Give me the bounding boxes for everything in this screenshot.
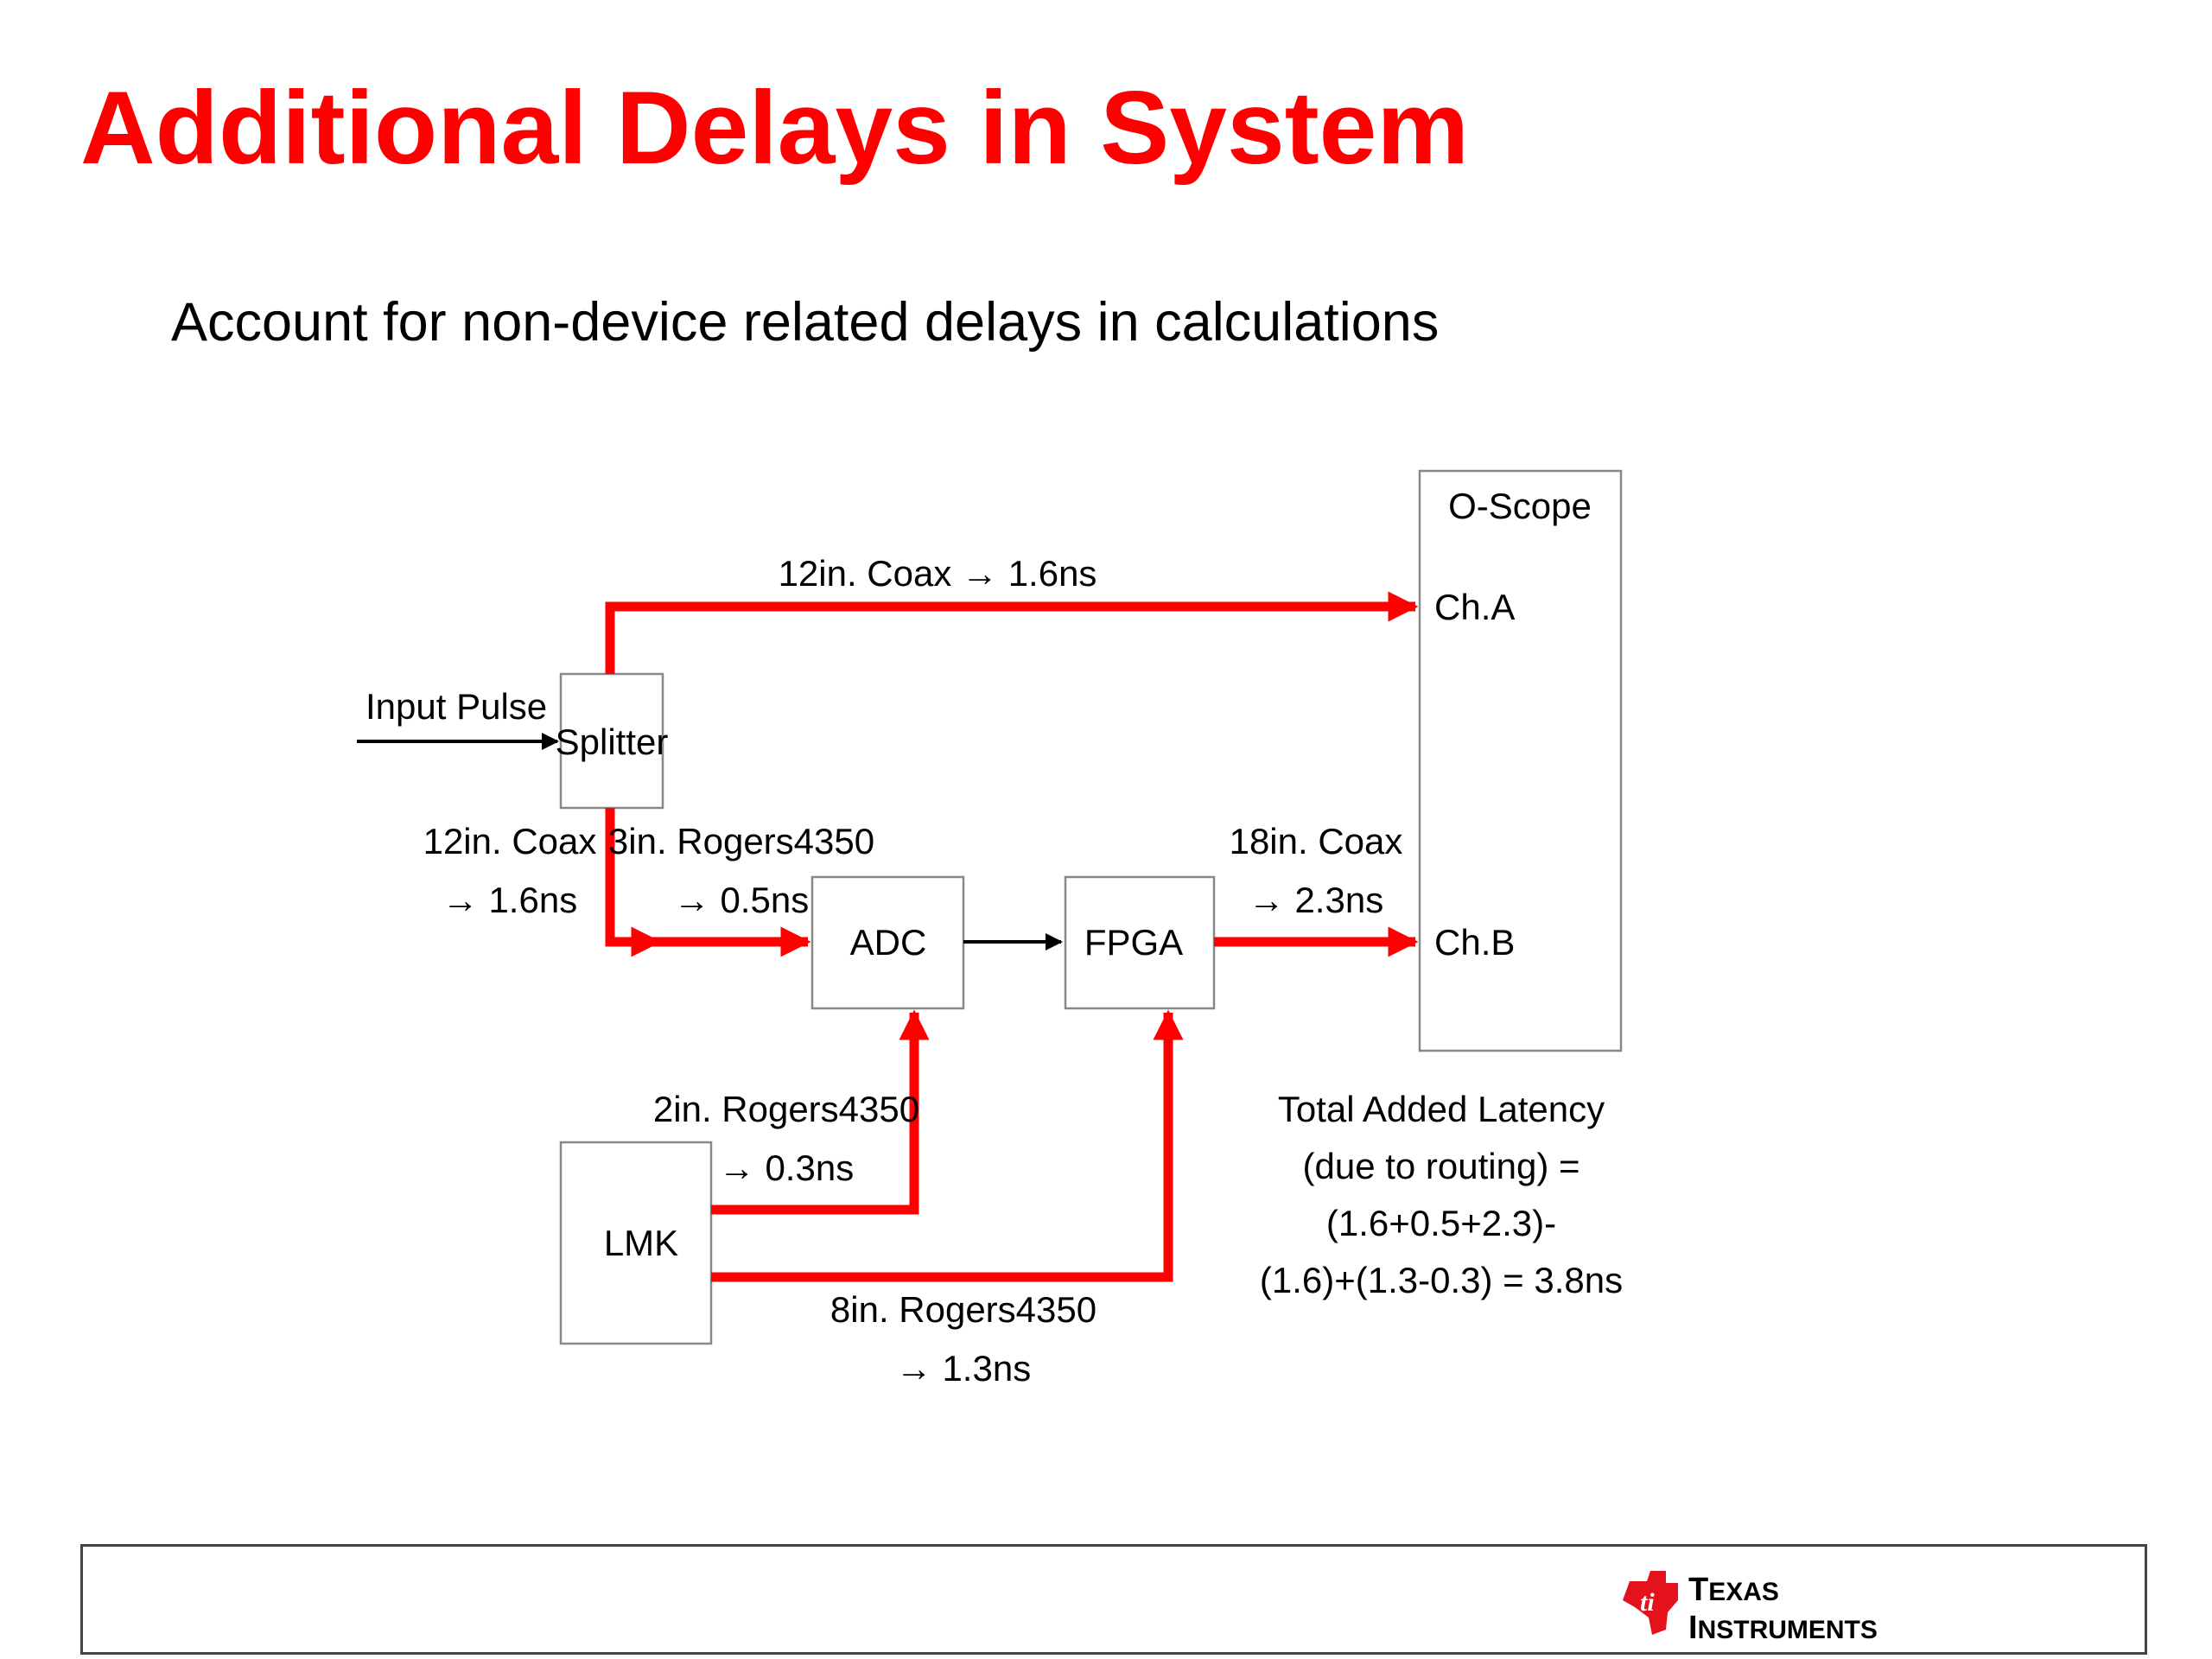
wire-lmk-to-fpga [711, 1013, 1168, 1277]
path-lmk-fpga-line1: 8in. Rogers4350 [830, 1289, 1097, 1330]
fpga-label: FPGA [1084, 922, 1184, 963]
latency-line4: (1.6)+(1.3-0.3) = 3.8ns [1259, 1260, 1624, 1300]
slide-subtitle: Account for non-device related delays in calculations [171, 292, 1440, 353]
cha-label: Ch.A [1434, 587, 1516, 627]
path-fpga-line2: → 2.3ns [1248, 880, 1384, 920]
oscope-label: O-Scope [1448, 486, 1592, 526]
wire-splitter-to-cha [610, 607, 1415, 674]
path-split-line2: → 1.6ns [442, 880, 578, 920]
input-pulse-label: Input Pulse [365, 686, 548, 727]
lmk-label: LMK [603, 1223, 679, 1263]
svg-text:ti: ti [1640, 1588, 1655, 1617]
latency-line2: (due to routing) = [1302, 1146, 1580, 1186]
path-top-label: 12in. Coax → 1.6ns [778, 553, 1097, 594]
latency-line1: Total Added Latency [1277, 1089, 1605, 1129]
adc-label: ADC [849, 922, 927, 963]
path-adc-line1: 3in. Rogers4350 [607, 821, 875, 861]
path-lmk-adc-line2: → 0.3ns [718, 1147, 855, 1188]
path-adc-line2: → 0.5ns [673, 880, 810, 920]
path-lmk-adc-line1: 2in. Rogers4350 [652, 1089, 920, 1129]
splitter-label: Splitter [555, 721, 669, 762]
oscope-box [1420, 471, 1621, 1051]
chb-label: Ch.B [1434, 922, 1516, 963]
path-lmk-fpga-line2: → 1.3ns [895, 1348, 1032, 1389]
path-split-line1: 12in. Coax [423, 821, 597, 861]
latency-line3: (1.6+0.5+2.3)- [1325, 1203, 1557, 1243]
ti-logo-wordmark: TEXAS INSTRUMENTS [1688, 1572, 1878, 1646]
path-fpga-line1: 18in. Coax [1229, 821, 1403, 861]
slide-title: Additional Delays in System [80, 70, 1470, 186]
